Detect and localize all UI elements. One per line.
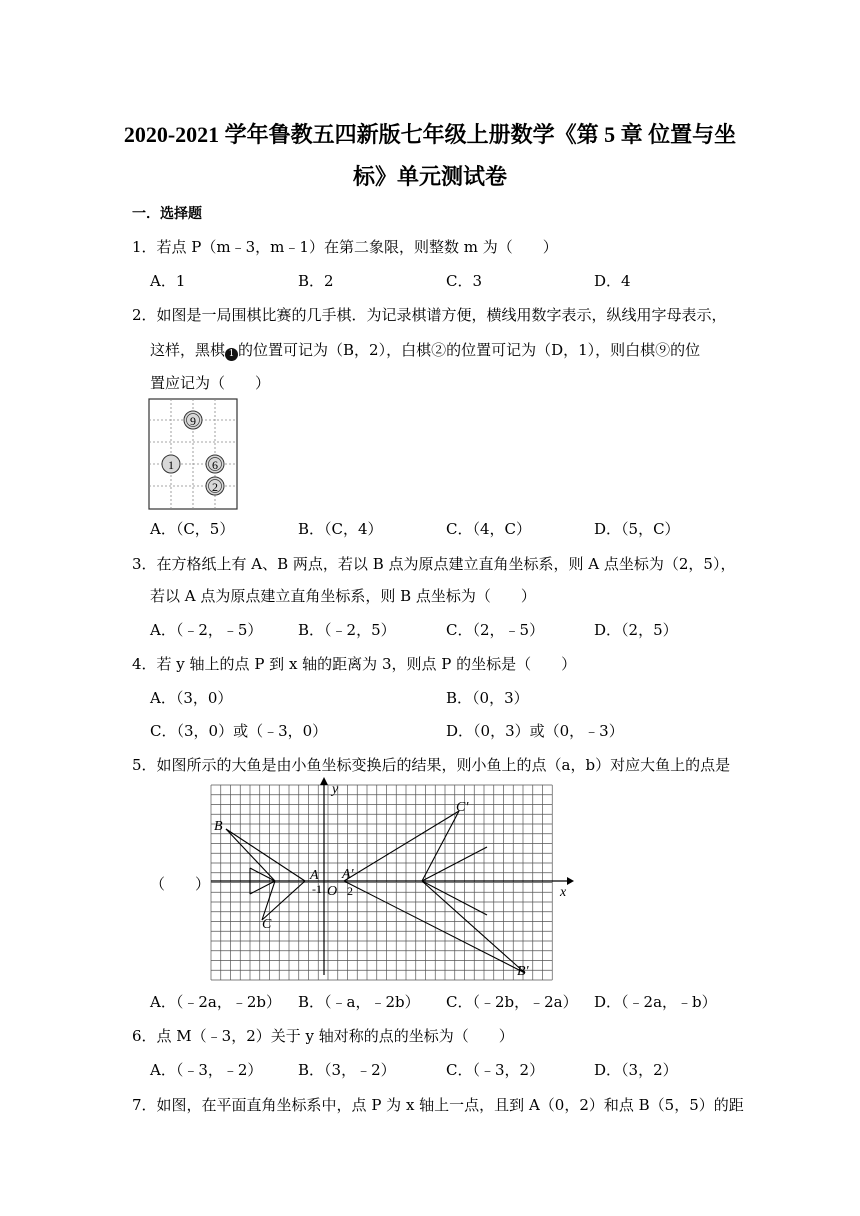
q5-text: 5．如图所示的大鱼是由小鱼坐标变换后的结果，则小鱼上的点（a，b）对应大鱼上的点是 <box>132 756 731 774</box>
q6-option-d: D．（3，2） <box>594 1061 678 1079</box>
q2-line-3: 置应记为（ ） <box>150 374 271 392</box>
q2-line-2 <box>150 339 700 361</box>
title-line-1: 2020-2021 学年鲁教五四新版七年级上册数学《第 5 章 位置与坐 <box>123 122 737 147</box>
q5-option-b: B．（﹣a，﹣2b） <box>298 993 420 1011</box>
q6-option-a: A．（﹣3，﹣2） <box>150 1061 263 1079</box>
label-B: B <box>214 819 223 834</box>
label-minus-1: -1 <box>312 882 322 896</box>
q3-option-a: A．（﹣2，﹣5） <box>150 621 263 639</box>
q3-option-b: B．（﹣2，5） <box>298 621 396 639</box>
q6-option-c: C．（﹣3，2） <box>446 1061 545 1079</box>
q1-option-a: A．1 <box>150 272 186 290</box>
q2-option-c: C．（4，C） <box>446 520 531 538</box>
stone-1 <box>162 455 180 473</box>
q6-text: 6．点 M（﹣3，2）关于 y 轴对称的点的坐标为（ ） <box>132 1027 514 1045</box>
q2-option-d: D．（5，C） <box>594 520 680 538</box>
q3-line-1: 3．在方格纸上有 A、B 两点，若以 B 点为原点建立直角坐标系，则 A 点坐标为（2，5）， <box>132 555 736 573</box>
label-origin: O <box>327 884 338 899</box>
stone-9 <box>184 411 202 429</box>
y-axis-label: y <box>332 782 339 797</box>
fish-coordinate-figure <box>205 775 575 983</box>
q3-option-c: C．（2，﹣5） <box>446 621 545 639</box>
label-C-prime: C' <box>456 800 469 815</box>
q2-line-1: 2．如图是一局围棋比赛的几手棋．为记录棋谱方便，横线用数字表示，纵线用字母表示， <box>132 306 727 324</box>
svg-text:1: 1 <box>168 458 174 472</box>
q1-option-c: C．3 <box>446 272 483 290</box>
grid <box>211 785 552 980</box>
q2-line-2-b: 的位置可记为（B，2），白棋②的位置可记为（D，1），则白棋⑨的位 <box>238 341 701 359</box>
label-2: 2 <box>347 884 353 898</box>
q2-option-a: A．（C，5） <box>150 520 235 538</box>
q1-option-d: D．4 <box>594 272 631 290</box>
black-stone-icon: 1 <box>225 348 238 361</box>
svg-text:6: 6 <box>212 458 218 472</box>
x-axis-arrow <box>567 877 574 885</box>
label-B-prime: B' <box>517 964 529 979</box>
q3-line-2: 若以 A 点为原点建立直角坐标系，则 B 点坐标为（ ） <box>150 587 536 605</box>
go-board-figure <box>148 398 238 510</box>
q3-option-d: D．（2，5） <box>594 621 678 639</box>
q5-option-a: A．（﹣2a，﹣2b） <box>150 993 281 1011</box>
stone-2 <box>206 477 224 495</box>
q4-option-a: A．（3，0） <box>150 689 233 707</box>
q5-paren: （ ） <box>150 875 211 893</box>
q6-option-b: B．（3，﹣2） <box>298 1061 396 1079</box>
label-A-prime: A' <box>342 867 354 882</box>
q1-text: 1．若点 P（m﹣3，m﹣1）在第二象限，则整数 m 为（ ） <box>132 238 558 256</box>
svg-text:9: 9 <box>190 414 196 428</box>
x-axis-label: x <box>560 885 567 900</box>
q4-option-d: D．（0，3）或（0，﹣3） <box>446 722 624 740</box>
q2-option-b: B．（C，4） <box>298 520 383 538</box>
q4-text: 4．若 y 轴上的点 P 到 x 轴的距离为 3，则点 P 的坐标是（ ） <box>132 655 577 673</box>
title-line-2: 标》单元测试卷 <box>352 164 507 189</box>
q5-option-d: D．（﹣2a，﹣b） <box>594 993 717 1011</box>
svg-text:2: 2 <box>212 480 218 494</box>
section-heading: 一．选择题 <box>132 206 202 222</box>
q7-text: 7．如图，在平面直角坐标系中，点 P 为 x 轴上一点，且到 A（0，2）和点 B（5，5）的距 <box>132 1096 744 1114</box>
stone-6 <box>206 455 224 473</box>
q5-option-c: C．（﹣2b，﹣2a） <box>446 993 578 1011</box>
q2-line-2-a: 这样，黑棋 <box>150 341 226 359</box>
q4-option-c: C．（3，0）或（﹣3，0） <box>150 722 328 740</box>
q4-option-b: B．（0，3） <box>446 689 529 707</box>
small-fish <box>226 829 305 920</box>
y-axis-arrow <box>320 777 328 785</box>
q1-option-b: B．2 <box>298 272 334 290</box>
label-A: A <box>310 868 319 883</box>
label-C: C <box>262 917 272 932</box>
